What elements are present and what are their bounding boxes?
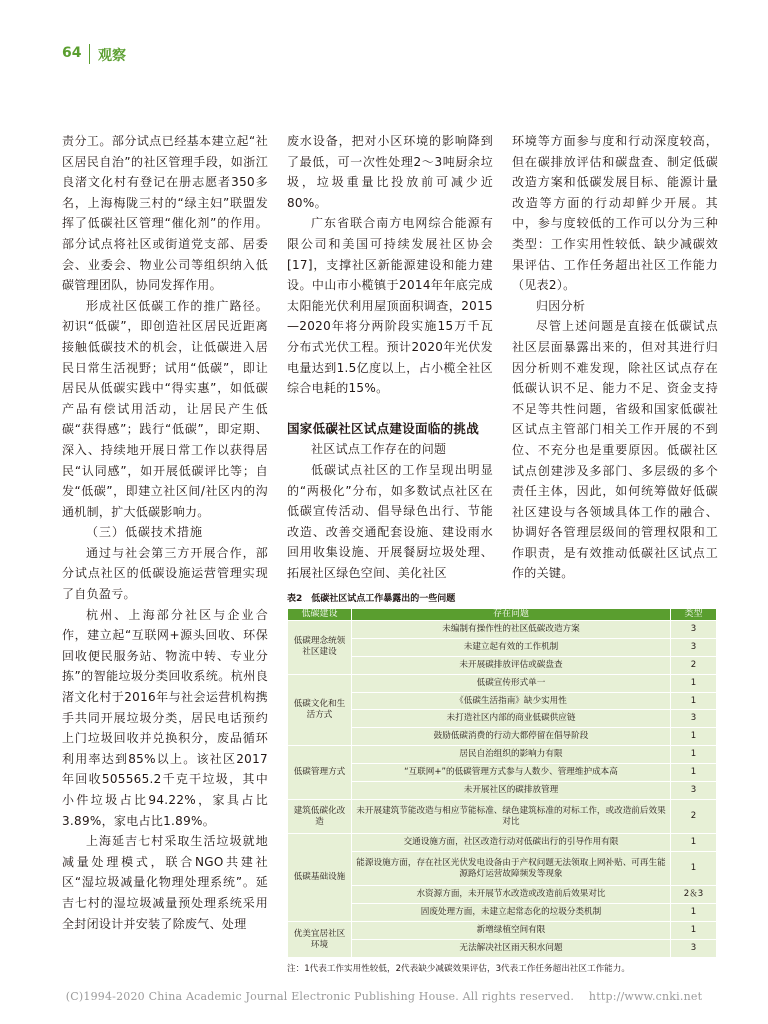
table-row <box>288 799 717 833</box>
issue-cell: 未开展建筑节能改造与相应节能标准、绿色建筑标准的对标工作，或改造前后效果对比 <box>352 799 671 833</box>
issue-cell: 固废处理方面，未建立起常态化的垃圾分类机制 <box>352 904 671 922</box>
column-3 <box>512 131 718 584</box>
type-cell: 2 <box>671 656 717 674</box>
paragraph: 上海延吉七村采取生活垃圾就地减量处理模式，联合NGO共建社区“湿垃圾减量化物理处理系统”。延吉七村的湿垃圾减量预处理系统采用全封闭设计并安装了除废气、处理 <box>62 834 268 931</box>
subheading: 归因分析 <box>536 298 586 313</box>
paragraph: 环境等方面参与度和行动深度较高，但在碳排放评估和碳盘查、制定低碳改造方案和低碳发展目标、能源计量改造等方面的行动却鲜少开展。其中，参与度较低的工作可以分为三种类型：工作实用性较低、缺少减碳效果评估、工作任务超出社区工作能力（见表2）。 <box>512 134 718 293</box>
issue-cell: 新增绿植空间有限 <box>352 922 671 940</box>
header-divider <box>89 44 90 64</box>
section-title: 观察 <box>98 48 126 64</box>
category-cell: 优美宜居社区环境 <box>288 922 352 958</box>
issue-cell: 未开展社区的碳排放管理 <box>352 782 671 800</box>
issue-cell: 未开展碳排放评估或碳盘查 <box>352 656 671 674</box>
issue-cell: 鼓励低碳消费的行动大都停留在倡导阶段 <box>352 728 671 746</box>
issue-cell: 低碳宣传形式单一 <box>352 674 671 692</box>
type-cell: 1 <box>671 834 717 852</box>
issue-cell: 居民自治组织的影响力有限 <box>352 746 671 764</box>
table-header-cell: 低碳建设 <box>288 609 352 621</box>
table-header-cell: 存在问题 <box>352 609 671 621</box>
issue-cell: 未编制有操作性的社区低碳改造方案 <box>352 621 671 639</box>
issue-cell: 《低碳生活指南》缺少实用性 <box>352 692 671 710</box>
type-cell: 1 <box>671 764 717 782</box>
issues-table <box>287 608 717 958</box>
table-caption: 表2 低碳社区试点工作暴露出的一些问题 <box>287 594 456 604</box>
type-cell: 1 <box>671 746 717 764</box>
paragraph: 废水设备，把对小区环境的影响降到了最低，可一次性处理2～3吨厨余垃圾，垃圾重量比投放前可减少近80%。 <box>287 134 493 210</box>
category-cell: 低碳基础设施 <box>288 834 352 922</box>
table-row <box>288 692 717 710</box>
issue-cell: “互联网+”的低碳管理方式参与人数少、管理维护成本高 <box>352 764 671 782</box>
table-row <box>288 764 717 782</box>
table-row <box>288 638 717 656</box>
type-cell: 2 <box>671 799 717 833</box>
issue-cell: 未打造社区内部的商业低碳供应链 <box>352 710 671 728</box>
issue-cell: 未建立起有效的工作机制 <box>352 638 671 656</box>
type-cell: 2＆3 <box>671 886 717 904</box>
category-cell: 低碳管理方式 <box>288 746 352 800</box>
type-cell: 3 <box>671 940 717 958</box>
type-cell: 1 <box>671 728 717 746</box>
type-cell: 1 <box>671 904 717 922</box>
table-row <box>288 746 717 764</box>
table-row <box>288 940 717 958</box>
issue-cell: 水资源方面，未开展节水改造或改造前后效果对比 <box>352 886 671 904</box>
type-cell: 1 <box>671 852 717 886</box>
table-row <box>288 852 717 886</box>
column-2 <box>287 131 493 583</box>
table-row <box>288 656 717 674</box>
table-row <box>288 782 717 800</box>
issue-cell: 无法解决社区雨天积水问题 <box>352 940 671 958</box>
type-cell: 1 <box>671 692 717 710</box>
table-row <box>288 674 717 692</box>
table-row <box>288 886 717 904</box>
page-number: 64 <box>62 45 82 61</box>
table-row <box>288 728 717 746</box>
category-cell: 建筑低碳化改造 <box>288 799 352 833</box>
paragraph: 形成社区低碳工作的推广路径。初识“低碳”，即创造社区居民近距离接触低碳技术的机会，让低碳进入居民日常生活视野；试用“低碳”，即让居民从低碳实践中“得实惠”，如低碳产品有偿试用活动，让居民产生低碳“获得感”；践行“低碳”，即定期、深入、持续地开展日常工作以获得居民“认同感”，如开展低碳评比等；自发“低碳”，即建立社区间/社区内的沟通机制，扩大低碳影响力。 <box>62 298 268 519</box>
section-heading: 国家低碳社区试点建设面临的挑战 <box>287 420 480 436</box>
copyright-footer: (C)1994-2020 China Academic Journal Electronic Publishing House. All rights reserved. http://www.cnki.net <box>65 990 703 1003</box>
type-cell: 3 <box>671 782 717 800</box>
type-cell: 1 <box>671 922 717 940</box>
paragraph: 通过与社会第三方开展合作，部分试点社区的低碳设施运营管理实现了自负盈亏。 <box>62 545 268 602</box>
type-cell: 3 <box>671 621 717 639</box>
table-row <box>288 904 717 922</box>
subheading: （三）低碳技术措施 <box>86 525 204 540</box>
type-cell: 1 <box>671 674 717 692</box>
type-cell: 3 <box>671 710 717 728</box>
subheading: 社区试点工作存在的问题 <box>311 442 447 457</box>
paragraph: 尽管上述问题是直接在低碳试点社区层面暴露出来的，但对其进行归因分析则不难发现，除社区试点存在低碳认识不足、能力不足、资金支持不足等共性问题，省级和国家低碳社区试点主管部门相关工作开展的不到位、不充分也是重要原因。低碳社区试点创建涉及多部门、多层级的多个责任主体，因此，如何统筹做好低碳社区建设与各领域具体工作的融合、协调好各管理层级间的管理权限和工作职责，是有效推动低碳社区试点工作的关键。 <box>512 319 718 581</box>
table-header-row <box>288 609 717 621</box>
table-row <box>288 834 717 852</box>
category-cell: 低碳理念统领社区建设 <box>288 621 352 675</box>
table-row <box>288 710 717 728</box>
column-1 <box>62 131 268 934</box>
table-note: 注：1代表工作实用性较低，2代表缺少减碳效果评估，3代表工作任务超出社区工作能力。 <box>287 964 630 974</box>
type-cell: 3 <box>671 638 717 656</box>
table-row <box>288 922 717 940</box>
paragraph: 责分工。部分试点已经基本建立起“社区居民自治”的社区管理手段，如浙江良渚文化村有登记在册志愿者350多名，上海梅陇三村的“绿主妇”联盟发挥了低碳社区管理“催化剂”的作用。部分试点将社区或街道党支部、居委会、业委会、物业公司等组织纳入低碳管理团队，协同发挥作用。 <box>62 134 268 293</box>
table-header-cell: 类型 <box>671 609 717 621</box>
issue-cell: 交通设施方面，社区改造行动对低碳出行的引导作用有限 <box>352 834 671 852</box>
category-cell: 低碳文化和生活方式 <box>288 674 352 746</box>
table-row <box>288 621 717 639</box>
paragraph: 广东省联合南方电网综合能源有限公司和美国可持续发展社区协会[17]，支撑社区新能源建设和能力建设。中山市小榄镇于2014年年底完成太阳能光伏利用屋顶面积调查，2015—2020年将分两阶段实施15万千瓦分布式光伏工程。预计2020年光伏发电量达到1.5亿度以上，占小榄全社区综合电耗的15%。 <box>287 216 493 396</box>
paragraph: 低碳试点社区的工作呈现出明显的“两极化”分布，如多数试点社区在低碳宣传活动、倡导绿色出行、节能改造、改善交通配套设施、建设雨水回用收集设施、开展餐厨垃圾处理、拓展社区绿色空间、美化社区 <box>287 462 493 580</box>
issue-cell: 能源设施方面，存在社区光伏发电设备由于产权问题无法领取上网补贴、可再生能源路灯运营故障频发等现象 <box>352 852 671 886</box>
paragraph: 杭州、上海部分社区与企业合作，建立起“互联网+源头回收、环保回收便民服务站、物流中转、专业分拣”的智能垃圾分类回收系统。杭州良渚文化村于2016年与社会运营机构携手共同开展垃圾分类，居民电话预约上门垃圾回收并兑换积分，废品循环利用率达到85%以上。该社区2017年回收505565.2千克干垃圾，其中小件垃圾占比94.22%，家具占比3.89%，家电占比1.89%。 <box>62 607 268 828</box>
